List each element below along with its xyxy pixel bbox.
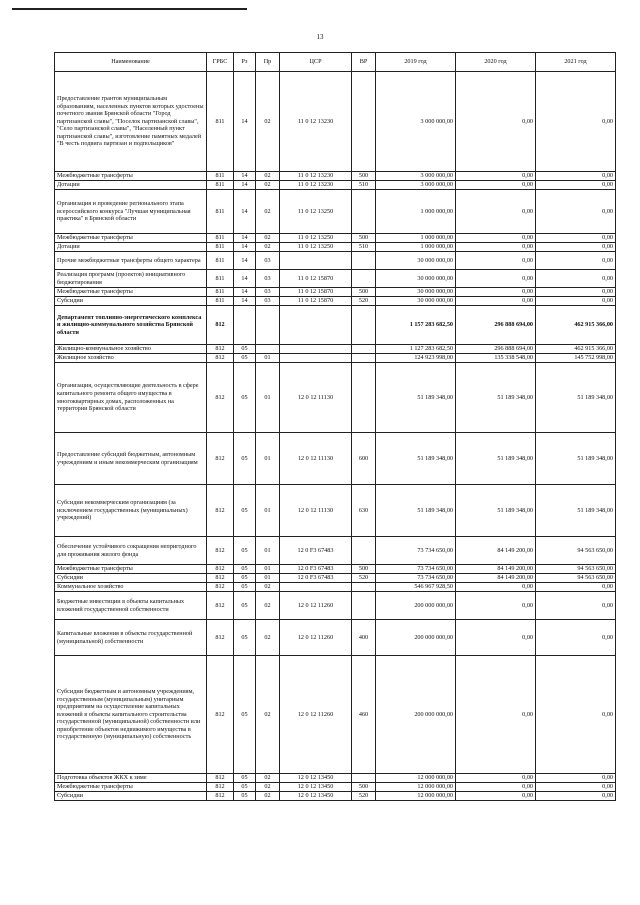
cell-pr — [256, 306, 280, 345]
cell-pr: 02 — [256, 774, 280, 783]
cell-2019: 12 000 000,00 — [376, 792, 456, 801]
table-row — [55, 270, 616, 288]
cell-vr: 500 — [352, 234, 376, 243]
cell-name: Дотации — [55, 243, 207, 252]
cell-2020: 84 149 200,00 — [456, 537, 536, 565]
cell-2019: 30 000 000,00 — [376, 252, 456, 270]
cell-2021: 0,00 — [536, 172, 616, 181]
cell-2020: 51 189 348,00 — [456, 433, 536, 485]
cell-2021: 0,00 — [536, 583, 616, 592]
cell-vr: 520 — [352, 574, 376, 583]
cell-csr: 12 0 12 11130 — [280, 363, 352, 433]
cell-2020: 296 888 694,00 — [456, 345, 536, 354]
cell-csr: 11 0 12 13250 — [280, 190, 352, 234]
cell-vr — [352, 190, 376, 234]
cell-csr: 12 0 12 11130 — [280, 485, 352, 537]
cell-rz — [234, 306, 256, 345]
cell-vr: 630 — [352, 485, 376, 537]
top-rule — [12, 8, 247, 10]
table-row — [55, 252, 616, 270]
table-row — [55, 574, 616, 583]
cell-csr: 12 0 12 13450 — [280, 783, 352, 792]
table-row — [55, 306, 616, 345]
cell-rz: 05 — [234, 583, 256, 592]
cell-csr: 12 0 F3 67483 — [280, 565, 352, 574]
cell-rz: 14 — [234, 252, 256, 270]
cell-pr: 02 — [256, 243, 280, 252]
cell-grbs: 812 — [207, 433, 234, 485]
cell-rz: 14 — [234, 234, 256, 243]
cell-2020: 296 888 694,00 — [456, 306, 536, 345]
cell-2020: 0,00 — [456, 252, 536, 270]
page-number: 13 — [316, 33, 324, 41]
cell-2020: 0,00 — [456, 234, 536, 243]
cell-2019: 12 000 000,00 — [376, 774, 456, 783]
cell-pr: 02 — [256, 656, 280, 774]
cell-pr: 01 — [256, 574, 280, 583]
cell-pr: 02 — [256, 172, 280, 181]
cell-csr: 11 0 12 15870 — [280, 297, 352, 306]
cell-grbs: 812 — [207, 485, 234, 537]
cell-name: Предоставление субсидий бюджетным, автономным учреждениям и иным некоммерческим организациям — [55, 433, 207, 485]
table-row — [55, 172, 616, 181]
cell-2020: 51 189 348,00 — [456, 485, 536, 537]
cell-name: Межбюджетные трансферты — [55, 234, 207, 243]
cell-grbs: 812 — [207, 363, 234, 433]
cell-csr: 11 0 12 13230 — [280, 181, 352, 190]
cell-2019: 51 189 348,00 — [376, 363, 456, 433]
cell-rz: 05 — [234, 485, 256, 537]
table-row — [55, 243, 616, 252]
cell-2021: 0,00 — [536, 792, 616, 801]
cell-name: Обеспечение устойчивого сокращения непригодного для проживания жилого фонда — [55, 537, 207, 565]
table-row — [55, 583, 616, 592]
cell-grbs: 811 — [207, 72, 234, 172]
cell-vr: 500 — [352, 288, 376, 297]
cell-grbs: 812 — [207, 306, 234, 345]
cell-rz: 05 — [234, 592, 256, 620]
cell-2019: 51 189 348,00 — [376, 433, 456, 485]
cell-name: Бюджетные инвестиции в объекты капитальных вложений государственной собственности — [55, 592, 207, 620]
cell-2021: 0,00 — [536, 190, 616, 234]
cell-pr: 02 — [256, 583, 280, 592]
cell-2021: 51 189 348,00 — [536, 485, 616, 537]
table-row — [55, 485, 616, 537]
cell-csr — [280, 354, 352, 363]
table-row — [55, 345, 616, 354]
cell-pr: 02 — [256, 592, 280, 620]
cell-grbs: 811 — [207, 190, 234, 234]
cell-vr — [352, 583, 376, 592]
cell-name: Департамент топливно-энергетического комплекса и жилищно-коммунального хозяйства Брянской области — [55, 306, 207, 345]
cell-2020: 0,00 — [456, 243, 536, 252]
cell-vr — [352, 306, 376, 345]
cell-vr — [352, 345, 376, 354]
cell-csr — [280, 252, 352, 270]
table-row — [55, 620, 616, 656]
cell-vr — [352, 270, 376, 288]
cell-vr: 510 — [352, 181, 376, 190]
header-pr: Пр — [256, 53, 280, 72]
cell-vr: 510 — [352, 243, 376, 252]
cell-grbs: 812 — [207, 574, 234, 583]
cell-name: Коммунальное хозяйство — [55, 583, 207, 592]
cell-csr: 12 0 12 13450 — [280, 792, 352, 801]
cell-name: Дотации — [55, 181, 207, 190]
cell-2021: 51 189 348,00 — [536, 433, 616, 485]
cell-rz: 14 — [234, 270, 256, 288]
cell-name: Межбюджетные трансферты — [55, 783, 207, 792]
cell-pr: 01 — [256, 354, 280, 363]
cell-rz: 14 — [234, 297, 256, 306]
cell-rz: 05 — [234, 433, 256, 485]
cell-csr: 11 0 12 13250 — [280, 243, 352, 252]
cell-csr: 11 0 12 15870 — [280, 288, 352, 297]
cell-pr: 02 — [256, 190, 280, 234]
cell-2021: 0,00 — [536, 297, 616, 306]
header-2021: 2021 год — [536, 53, 616, 72]
cell-2021: 0,00 — [536, 774, 616, 783]
header-2019: 2019 год — [376, 53, 456, 72]
cell-csr: 12 0 F3 67483 — [280, 537, 352, 565]
cell-vr — [352, 252, 376, 270]
cell-name: Жилищно-коммунальное хозяйство — [55, 345, 207, 354]
cell-csr — [280, 345, 352, 354]
cell-name: Капитальные вложения в объекты государственной (муниципальной) собственности — [55, 620, 207, 656]
cell-2019: 73 734 650,00 — [376, 565, 456, 574]
cell-pr: 02 — [256, 792, 280, 801]
cell-2019: 1 000 000,00 — [376, 243, 456, 252]
cell-grbs: 811 — [207, 181, 234, 190]
cell-pr: 01 — [256, 537, 280, 565]
cell-vr — [352, 774, 376, 783]
cell-2019: 3 000 000,00 — [376, 72, 456, 172]
cell-rz: 05 — [234, 537, 256, 565]
cell-2019: 3 000 000,00 — [376, 172, 456, 181]
cell-name: Субсидии бюджетным и автономным учреждениям, государственным (муниципальным) унитарным предприятиям на осуществление капитальных вложений в объекты капитального строительства государственной (муниципальной) собственности или приобретение объектов недвижимого имущества в государственную (муниципальную) собственность — [55, 656, 207, 774]
cell-csr: 12 0 12 11260 — [280, 592, 352, 620]
cell-2020: 0,00 — [456, 297, 536, 306]
cell-pr: 02 — [256, 620, 280, 656]
cell-grbs: 812 — [207, 774, 234, 783]
cell-rz: 05 — [234, 345, 256, 354]
cell-grbs: 812 — [207, 565, 234, 574]
cell-grbs: 812 — [207, 783, 234, 792]
cell-csr: 11 0 12 13230 — [280, 72, 352, 172]
cell-2020: 0,00 — [456, 656, 536, 774]
header-grbs: ГРБС — [207, 53, 234, 72]
cell-pr: 03 — [256, 297, 280, 306]
cell-grbs: 812 — [207, 620, 234, 656]
cell-2021: 145 752 998,00 — [536, 354, 616, 363]
cell-vr — [352, 354, 376, 363]
cell-name: Организация, осуществляющие деятельность в сфере капитального ремонта общего имущества в многоквартирных домах, расположенных на территории Брянской области — [55, 363, 207, 433]
cell-grbs: 812 — [207, 345, 234, 354]
cell-2020: 84 149 200,00 — [456, 565, 536, 574]
cell-csr: 12 0 F3 67483 — [280, 574, 352, 583]
table-row — [55, 656, 616, 774]
cell-name: Субсидии некоммерческим организациям (за исключением государственных (муниципальных) учреждений) — [55, 485, 207, 537]
cell-vr: 500 — [352, 783, 376, 792]
cell-2020: 0,00 — [456, 783, 536, 792]
cell-2019: 3 000 000,00 — [376, 181, 456, 190]
cell-name: Межбюджетные трансферты — [55, 288, 207, 297]
cell-rz: 05 — [234, 620, 256, 656]
cell-rz: 14 — [234, 172, 256, 181]
table-row — [55, 181, 616, 190]
cell-grbs: 811 — [207, 234, 234, 243]
table-row — [55, 565, 616, 574]
cell-pr: 02 — [256, 72, 280, 172]
cell-vr: 400 — [352, 620, 376, 656]
cell-2021: 0,00 — [536, 270, 616, 288]
table-row — [55, 354, 616, 363]
cell-rz: 05 — [234, 774, 256, 783]
cell-2020: 84 149 200,00 — [456, 574, 536, 583]
cell-grbs: 812 — [207, 583, 234, 592]
header-csr: ЦСР — [280, 53, 352, 72]
table-row — [55, 72, 616, 172]
cell-vr: 600 — [352, 433, 376, 485]
cell-rz: 05 — [234, 574, 256, 583]
table-row — [55, 792, 616, 801]
cell-name: Межбюджетные трансферты — [55, 172, 207, 181]
cell-pr: 02 — [256, 783, 280, 792]
cell-2019: 1 127 283 682,50 — [376, 345, 456, 354]
cell-rz: 14 — [234, 190, 256, 234]
cell-grbs: 811 — [207, 243, 234, 252]
cell-2020: 0,00 — [456, 792, 536, 801]
cell-2019: 1 157 283 682,50 — [376, 306, 456, 345]
cell-2020: 0,00 — [456, 270, 536, 288]
cell-2019: 73 734 650,00 — [376, 574, 456, 583]
cell-csr: 12 0 12 11260 — [280, 656, 352, 774]
cell-name: Реализация программ (проектов) инициативного бюджетирования — [55, 270, 207, 288]
cell-vr — [352, 537, 376, 565]
cell-rz: 05 — [234, 783, 256, 792]
cell-name: Субсидии — [55, 297, 207, 306]
header-vr: ВР — [352, 53, 376, 72]
header-name: Наименование — [55, 53, 207, 72]
cell-csr: 11 0 12 13250 — [280, 234, 352, 243]
cell-pr: 01 — [256, 565, 280, 574]
table-row — [55, 433, 616, 485]
cell-csr: 11 0 12 13230 — [280, 172, 352, 181]
cell-2020: 0,00 — [456, 181, 536, 190]
cell-2020: 0,00 — [456, 592, 536, 620]
cell-2020: 0,00 — [456, 583, 536, 592]
cell-name: Субсидии — [55, 792, 207, 801]
cell-2019: 30 000 000,00 — [376, 297, 456, 306]
cell-2021: 0,00 — [536, 620, 616, 656]
cell-vr — [352, 363, 376, 433]
cell-2020: 135 338 548,00 — [456, 354, 536, 363]
cell-2021: 0,00 — [536, 243, 616, 252]
cell-grbs: 811 — [207, 252, 234, 270]
cell-2019: 30 000 000,00 — [376, 270, 456, 288]
table-row — [55, 537, 616, 565]
cell-2019: 124 923 998,00 — [376, 354, 456, 363]
cell-rz: 14 — [234, 181, 256, 190]
cell-2019: 200 000 000,00 — [376, 592, 456, 620]
cell-pr: 03 — [256, 288, 280, 297]
table-header — [55, 53, 616, 72]
table-row — [55, 774, 616, 783]
cell-2020: 0,00 — [456, 172, 536, 181]
cell-name: Подготовка объектов ЖКХ к зиме — [55, 774, 207, 783]
cell-2019: 1 000 000,00 — [376, 234, 456, 243]
cell-grbs: 811 — [207, 172, 234, 181]
cell-grbs: 812 — [207, 592, 234, 620]
cell-vr: 520 — [352, 297, 376, 306]
cell-csr — [280, 583, 352, 592]
table-row — [55, 783, 616, 792]
cell-name: Жилищное хозяйство — [55, 354, 207, 363]
cell-name: Прочие межбюджетные трансферты общего характера — [55, 252, 207, 270]
cell-2019: 73 734 650,00 — [376, 537, 456, 565]
cell-pr: 02 — [256, 234, 280, 243]
header-2020: 2020 год — [456, 53, 536, 72]
cell-csr — [280, 306, 352, 345]
table-row — [55, 234, 616, 243]
cell-2021: 94 563 650,00 — [536, 565, 616, 574]
cell-pr: 02 — [256, 181, 280, 190]
cell-rz: 05 — [234, 792, 256, 801]
cell-2020: 0,00 — [456, 72, 536, 172]
cell-2019: 1 000 000,00 — [376, 190, 456, 234]
cell-2019: 546 967 928,50 — [376, 583, 456, 592]
cell-pr — [256, 345, 280, 354]
cell-grbs: 812 — [207, 537, 234, 565]
cell-name: Субсидии — [55, 574, 207, 583]
cell-rz: 05 — [234, 656, 256, 774]
table-row — [55, 592, 616, 620]
table-row — [55, 190, 616, 234]
cell-vr — [352, 592, 376, 620]
cell-2021: 0,00 — [536, 288, 616, 297]
cell-pr: 01 — [256, 363, 280, 433]
table-row — [55, 363, 616, 433]
cell-2021: 0,00 — [536, 783, 616, 792]
cell-vr: 500 — [352, 565, 376, 574]
cell-name: Организация и проведение регионального этапа всероссийского конкурса "Лучшая муниципальная практика" в Брянской области — [55, 190, 207, 234]
cell-pr: 01 — [256, 433, 280, 485]
cell-2019: 51 189 348,00 — [376, 485, 456, 537]
table-row — [55, 288, 616, 297]
cell-csr: 12 0 12 11260 — [280, 620, 352, 656]
cell-vr: 500 — [352, 172, 376, 181]
cell-2020: 0,00 — [456, 190, 536, 234]
cell-2019: 30 000 000,00 — [376, 288, 456, 297]
budget-table — [54, 52, 616, 801]
cell-grbs: 811 — [207, 288, 234, 297]
cell-2021: 51 189 348,00 — [536, 363, 616, 433]
cell-vr — [352, 72, 376, 172]
cell-grbs: 812 — [207, 354, 234, 363]
cell-vr: 460 — [352, 656, 376, 774]
cell-grbs: 812 — [207, 792, 234, 801]
table-row — [55, 297, 616, 306]
cell-2021: 0,00 — [536, 592, 616, 620]
cell-2021: 0,00 — [536, 656, 616, 774]
cell-2021: 0,00 — [536, 234, 616, 243]
cell-name: Предоставление грантов муниципальным образованиям, населенных пунктов которых удостоены почетного звания Брянской области "Город партизанской славы", "Поселок партизанской славы", "Село партизанской славы", "Населенный пункт партизанской славы", изготовление памятных медалей "В честь подвига партизан и подпольщиков" — [55, 72, 207, 172]
cell-csr: 12 0 12 11130 — [280, 433, 352, 485]
cell-pr: 03 — [256, 252, 280, 270]
cell-vr: 520 — [352, 792, 376, 801]
cell-rz: 05 — [234, 354, 256, 363]
cell-rz: 14 — [234, 72, 256, 172]
cell-2021: 94 563 650,00 — [536, 537, 616, 565]
cell-2021: 94 563 650,00 — [536, 574, 616, 583]
cell-2021: 0,00 — [536, 72, 616, 172]
cell-2020: 0,00 — [456, 288, 536, 297]
cell-grbs: 811 — [207, 270, 234, 288]
cell-2019: 12 000 000,00 — [376, 783, 456, 792]
cell-name: Межбюджетные трансферты — [55, 565, 207, 574]
cell-2020: 0,00 — [456, 774, 536, 783]
header-rz: Рз — [234, 53, 256, 72]
cell-2021: 462 915 366,00 — [536, 345, 616, 354]
cell-2021: 0,00 — [536, 252, 616, 270]
cell-csr: 12 0 12 13450 — [280, 774, 352, 783]
cell-csr: 11 0 12 15870 — [280, 270, 352, 288]
cell-rz: 05 — [234, 565, 256, 574]
cell-rz: 14 — [234, 243, 256, 252]
cell-rz: 14 — [234, 288, 256, 297]
cell-grbs: 812 — [207, 656, 234, 774]
cell-rz: 05 — [234, 363, 256, 433]
cell-2020: 51 189 348,00 — [456, 363, 536, 433]
cell-pr: 03 — [256, 270, 280, 288]
cell-2020: 0,00 — [456, 620, 536, 656]
cell-pr: 01 — [256, 485, 280, 537]
cell-2019: 200 000 000,00 — [376, 620, 456, 656]
cell-grbs: 811 — [207, 297, 234, 306]
cell-2019: 200 000 000,00 — [376, 656, 456, 774]
cell-2021: 0,00 — [536, 181, 616, 190]
cell-2021: 462 915 366,00 — [536, 306, 616, 345]
